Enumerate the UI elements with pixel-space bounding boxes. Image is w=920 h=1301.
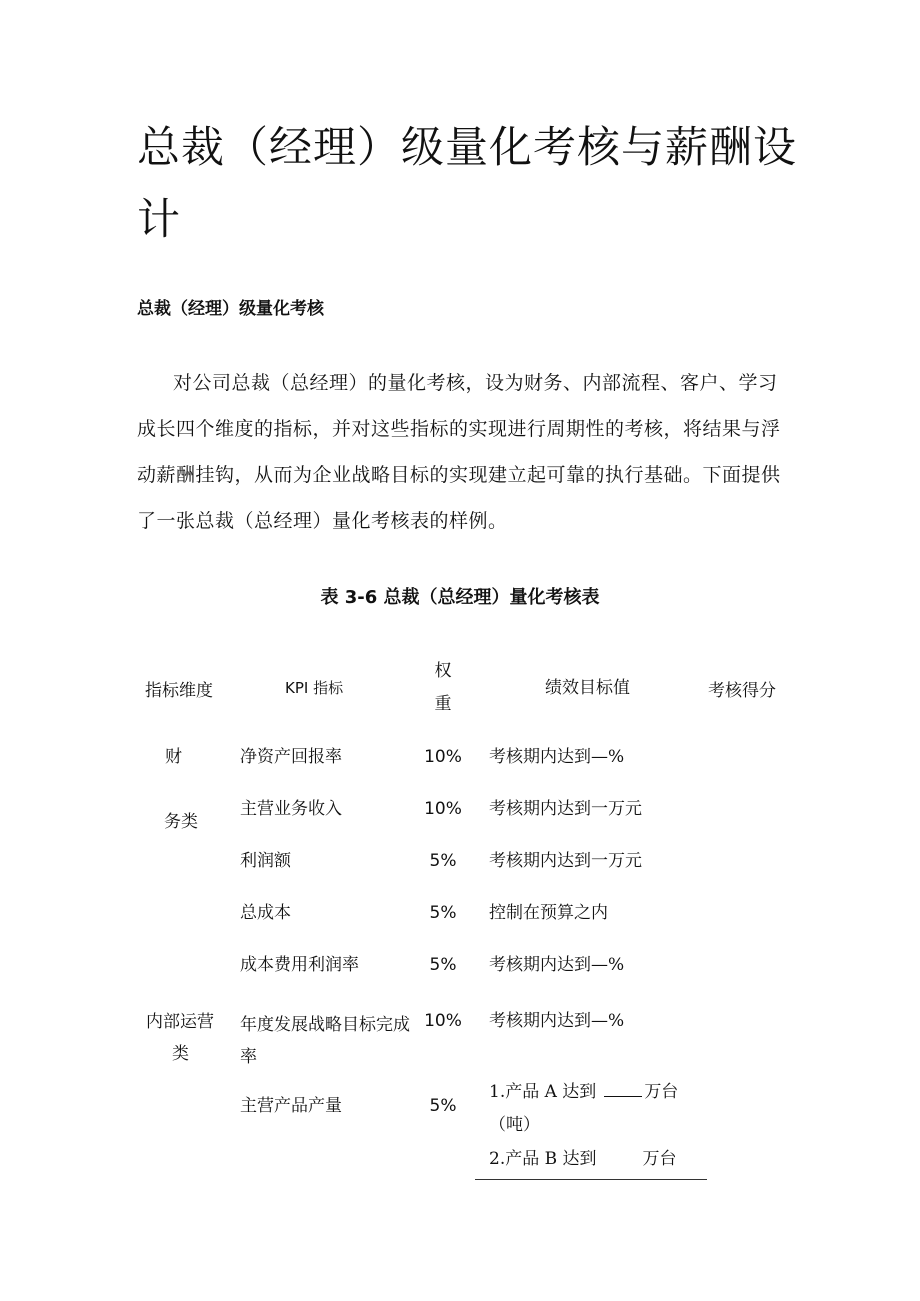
row-7-weight: 5%: [429, 1096, 457, 1116]
fill-in-blank: [604, 1080, 642, 1097]
header-weight-line1: 权: [434, 661, 452, 681]
header-weight-line2: 重: [434, 694, 452, 714]
intro-paragraph: 对公司总裁（总经理）的量化考核，设为财务、内部流程、客户、学习成长四个维度的指标，并对这些指标的实现进行周期性的考核，将结果与浮动薪酬挂钩，从而为企业战略目标的实现建立起可靠的执行基础。下面提供了一张总裁（总经理）量化考核表的样例。: [137, 372, 781, 532]
row-7-target-b-suffix: 万台: [642, 1149, 677, 1169]
row-2-kpi: 主营业务收入: [240, 799, 342, 819]
row-5-kpi: 成本费用利润率: [240, 955, 359, 975]
table-divider: [475, 1179, 707, 1180]
row-1-kpi: 净资产回报率: [240, 747, 342, 767]
row-7-target-b-prefix: 2.产品 B 达到: [489, 1149, 597, 1169]
header-score: 考核得分: [708, 681, 776, 701]
row-3-target: 考核期内达到一万元: [489, 851, 642, 871]
row-4-weight: 5%: [429, 903, 457, 923]
header-target: 绩效目标值: [545, 678, 630, 698]
group-finance-line1: 财: [165, 747, 182, 767]
row-4-target: 控制在预算之内: [489, 903, 608, 923]
header-kpi: KPI 指标: [285, 679, 344, 697]
row-5-weight: 5%: [429, 955, 457, 975]
group-operations-line2: 类: [172, 1044, 189, 1064]
row-3-weight: 5%: [429, 851, 457, 871]
row-2-target: 考核期内达到一万元: [489, 799, 642, 819]
row-4-kpi: 总成本: [240, 903, 291, 923]
row-7-target-a-unit: （吨）: [489, 1115, 540, 1135]
row-1-weight: 10%: [424, 747, 462, 767]
row-7-target-a: [489, 1080, 719, 1104]
table-caption: 表 3-6 总裁（总经理）量化考核表: [320, 587, 600, 608]
row-5-target: 考核期内达到—%: [489, 955, 625, 975]
row-7-target-a-prefix: 1.产品 A 达到: [489, 1082, 597, 1102]
row-7-target-b: [489, 1147, 719, 1171]
document-title: 总裁（经理）级量化考核与薪酬设计: [137, 123, 797, 245]
group-finance-line2: 务类: [164, 812, 198, 832]
row-2-weight: 10%: [424, 799, 462, 819]
group-operations-line1: 内部运营: [146, 1012, 214, 1032]
row-6-weight: 10%: [424, 1011, 462, 1031]
row-6-kpi: 年度发展战略目标完成率: [240, 1015, 410, 1067]
header-dimension: 指标维度: [145, 681, 213, 701]
section-heading: 总裁（经理）级量化考核: [137, 299, 324, 319]
row-3-kpi: 利润额: [240, 851, 291, 871]
row-1-target: 考核期内达到—%: [489, 747, 625, 767]
row-6-target: 考核期内达到—%: [489, 1011, 625, 1031]
row-7-target-a-suffix: 万台: [644, 1082, 679, 1102]
row-7-kpi: 主营产品产量: [240, 1096, 342, 1116]
